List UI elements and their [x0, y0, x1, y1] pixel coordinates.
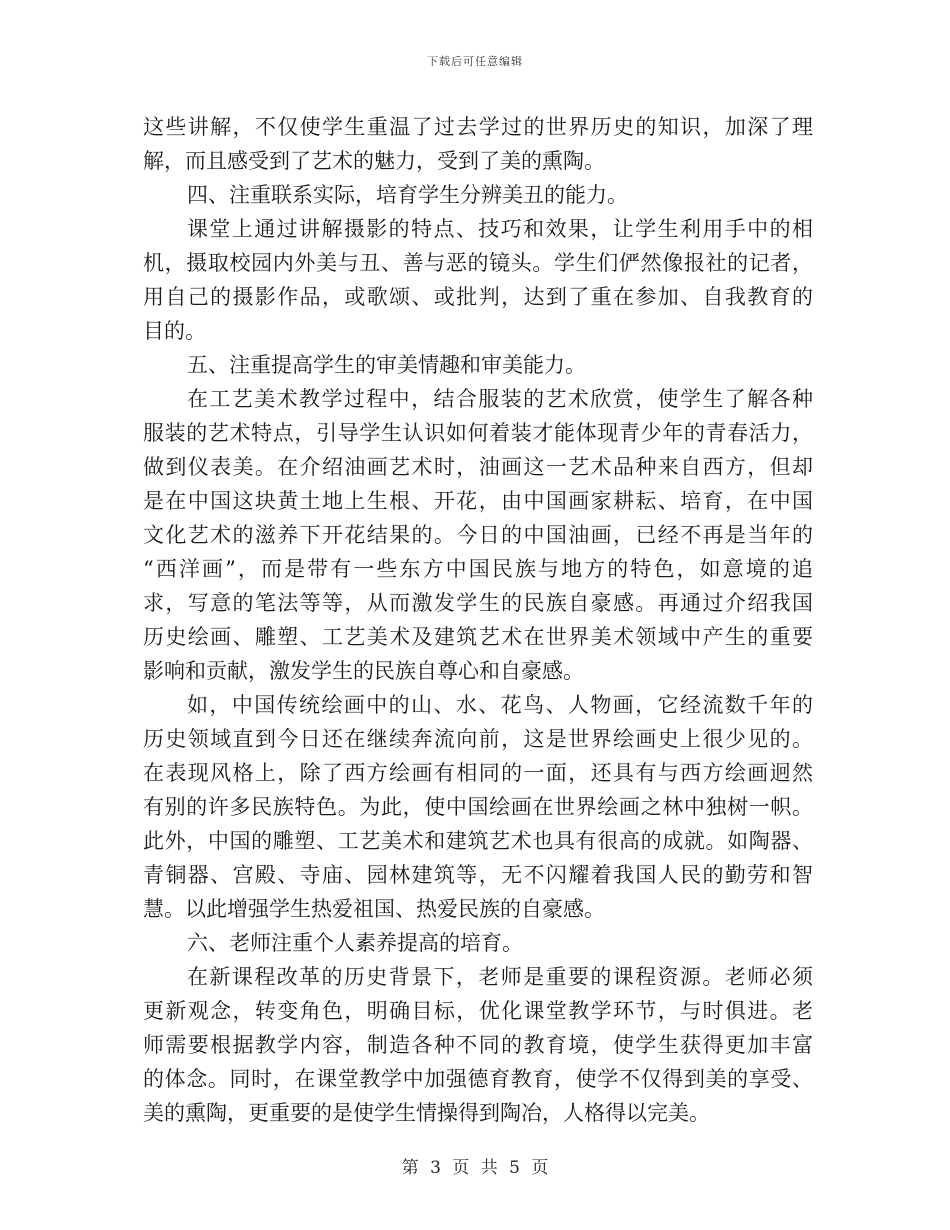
text-line: 解，而且感受到了艺术的魅力，受到了美的熏陶。: [143, 149, 605, 173]
text-line: 更新观念，转变角色，明确目标，优化课堂教学环节，与时俱进。老: [143, 999, 813, 1023]
text-line: 服装的艺术特点，引导学生认识如何着装才能体现青少年的青春活力，: [143, 421, 813, 445]
text-line: 文化艺术的滋养下开花结果的。今日的中国油画，已经不再是当年的: [143, 523, 813, 547]
page-header: 下载后可任意编辑: [427, 55, 523, 68]
text-line: 师需要根据教学内容，制造各种不同的教育境，使学生获得更加丰富: [143, 1033, 813, 1057]
text-line: 在新课程改革的历史背景下，老师是重要的课程资源。老师必须: [187, 965, 813, 989]
text-line: 用自己的摄影作品，或歌颂、或批判，达到了重在参加、自我教育的: [143, 285, 813, 309]
text-line: 慧。以此增强学生热爱祖国、热爱民族的自豪感。: [143, 897, 605, 921]
text-line: 目的。: [143, 319, 206, 343]
text-line: 在表现风格上，除了西方绘画有相同的一面，还具有与西方绘画迥然: [143, 761, 813, 785]
text-line: 求，写意的笔法等等，从而激发学生的民族自豪感。再通过介绍我国: [143, 591, 813, 615]
text-line: 是在中国这块黄土地上生根、开花，由中国画家耕耘、培育，在中国: [143, 489, 813, 513]
document-body: [143, 110, 813, 1130]
text-line: 课堂上通过讲解摄影的特点、技巧和效果，让学生利用手中的相: [187, 217, 813, 241]
text-line: 这些讲解，不仅使学生重温了过去学过的世界历史的知识，加深了理: [143, 115, 813, 139]
text-line: 在工艺美术教学过程中，结合服装的艺术欣赏，使学生了解各种: [187, 387, 813, 411]
text-line: 做到仪表美。在介绍油画艺术时，油画这一艺术品种来自西方，但却: [143, 455, 813, 479]
text-line: 如，中国传统绘画中的山、水、花鸟、人物画，它经流数千年的: [187, 693, 813, 717]
text-line: 的体念。同时，在课堂教学中加强德育教育，使学不仅得到美的享受、: [143, 1067, 813, 1091]
text-line: 影响和贡献，激发学生的民族自尊心和自豪感。: [143, 659, 584, 683]
text-line: 美的熏陶，更重要的是使学生情操得到陶冶，人格得以完美。: [143, 1101, 710, 1125]
section-heading: 四、注重联系实际，培育学生分辨美丑的能力。: [187, 183, 628, 207]
text-line: 机，摄取校园内外美与丑、善与恶的镜头。学生们俨然像报社的记者，: [143, 251, 813, 275]
text-line: 历史领域直到今日还在继续奔流向前，这是世界绘画史上很少见的。: [143, 727, 813, 751]
section-heading: 六、老师注重个人素养提高的培育。: [187, 931, 523, 955]
text-line: “西洋画”，而是带有一些东方中国民族与地方的特色，如意境的追: [143, 557, 813, 581]
text-line: 历史绘画、雕塑、工艺美术及建筑艺术在世界美术领域中产生的重要: [143, 625, 813, 649]
text-line: 有别的许多民族特色。为此，使中国绘画在世界绘画之林中独树一帜。: [143, 795, 813, 819]
section-heading: 五、注重提高学生的审美情趣和审美能力。: [187, 353, 586, 377]
text-line: 此外，中国的雕塑、工艺美术和建筑艺术也具有很高的成就。如陶器、: [143, 829, 813, 853]
page-number: 第 3 页 共 5 页: [401, 1158, 549, 1178]
text-line: 青铜器、宫殿、寺庙、园林建筑等，无不闪耀着我国人民的勤劳和智: [143, 863, 813, 887]
